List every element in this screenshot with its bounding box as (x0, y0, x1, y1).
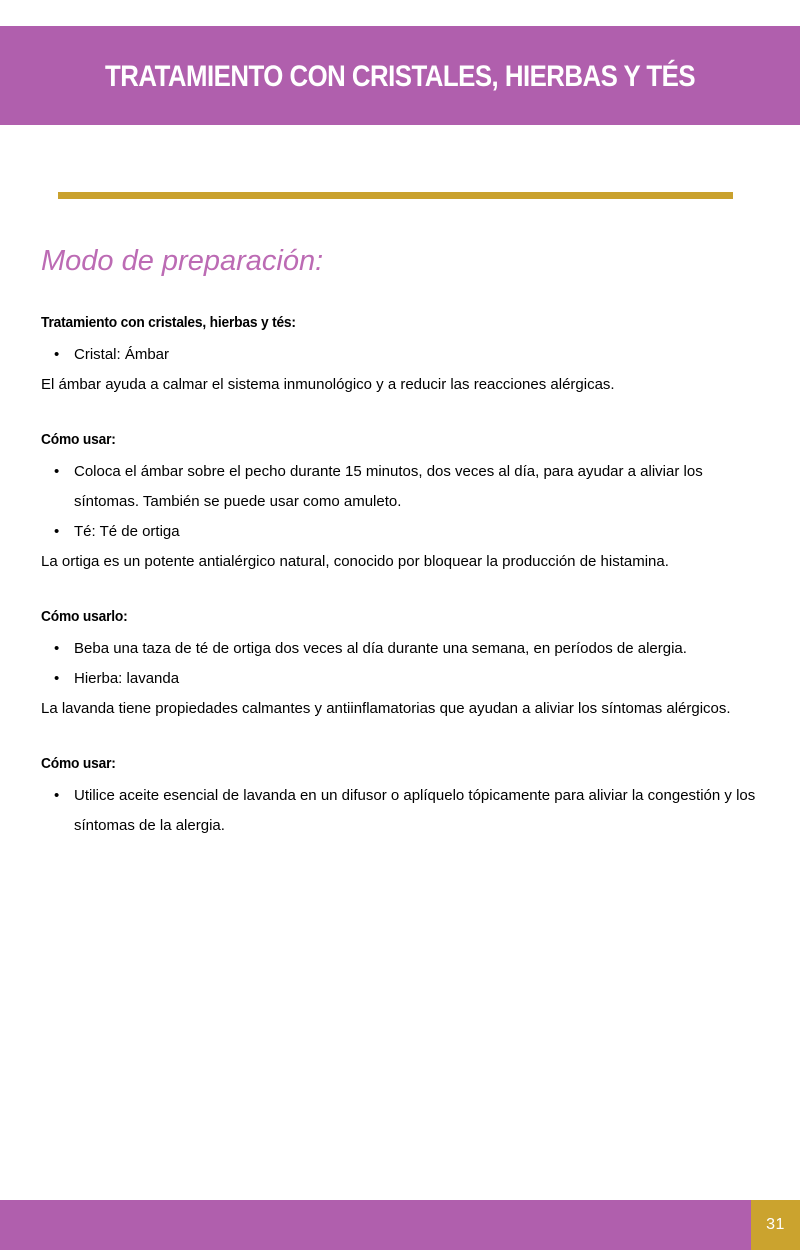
list-item: • Coloca el ámbar sobre el pecho durante 15 minutos, dos veces al día, para ayudar a aliviar los síntomas. También se puede usar como amuleto. (41, 457, 759, 517)
page-number-box (751, 1200, 800, 1250)
block-spacer (41, 724, 759, 754)
page-title: TRATAMIENTO CON CRISTALES, HIERBAS Y TÉS (104, 59, 696, 93)
content-subheading: Tratamiento con cristales, hierbas y tés: (41, 315, 296, 331)
list-item: • Té: Té de ortiga (41, 517, 759, 547)
header-band (0, 26, 800, 125)
list-item: • Cristal: Ámbar (41, 340, 759, 370)
content-paragraph: El ámbar ayuda a calmar el sistema inmunológico y a reducir las reacciones alérgicas. (41, 376, 615, 394)
content-block (41, 313, 759, 400)
content-paragraph: La ortiga es un potente antialérgico natural, conocido por bloquear la producción de histamina. (41, 553, 669, 571)
content-paragraph: La lavanda tiene propiedades calmantes y antiinflamatorias que ayudan a aliviar los síntomas alérgicos. (41, 700, 731, 718)
content-block (41, 754, 759, 841)
content-block (41, 607, 759, 724)
bullet-list (41, 457, 759, 547)
content-subheading: Cómo usar: (41, 432, 116, 449)
content-block (41, 430, 759, 577)
block-spacer (41, 400, 759, 430)
block-spacer (41, 577, 759, 607)
document-content (41, 313, 759, 841)
list-item: • Utilice aceite esencial de lavanda en un difusor o aplíquelo tópicamente para aliviar la congestión y los síntomas de la alergia. (41, 781, 759, 841)
gold-divider-rule (58, 192, 733, 199)
footer-band (0, 1200, 800, 1250)
list-item: • Beba una taza de té de ortiga dos veces al día durante una semana, en períodos de alergia. (41, 634, 759, 664)
list-item: • Hierba: lavanda (41, 664, 759, 694)
section-heading: Modo de preparación: (41, 245, 324, 277)
page-number: 31 (766, 1216, 785, 1233)
bullet-list (41, 634, 759, 694)
bullet-list (41, 781, 759, 841)
content-subheading: Cómo usar: (41, 756, 116, 773)
content-subheading: Cómo usarlo: (41, 609, 128, 626)
bullet-list (41, 340, 759, 370)
